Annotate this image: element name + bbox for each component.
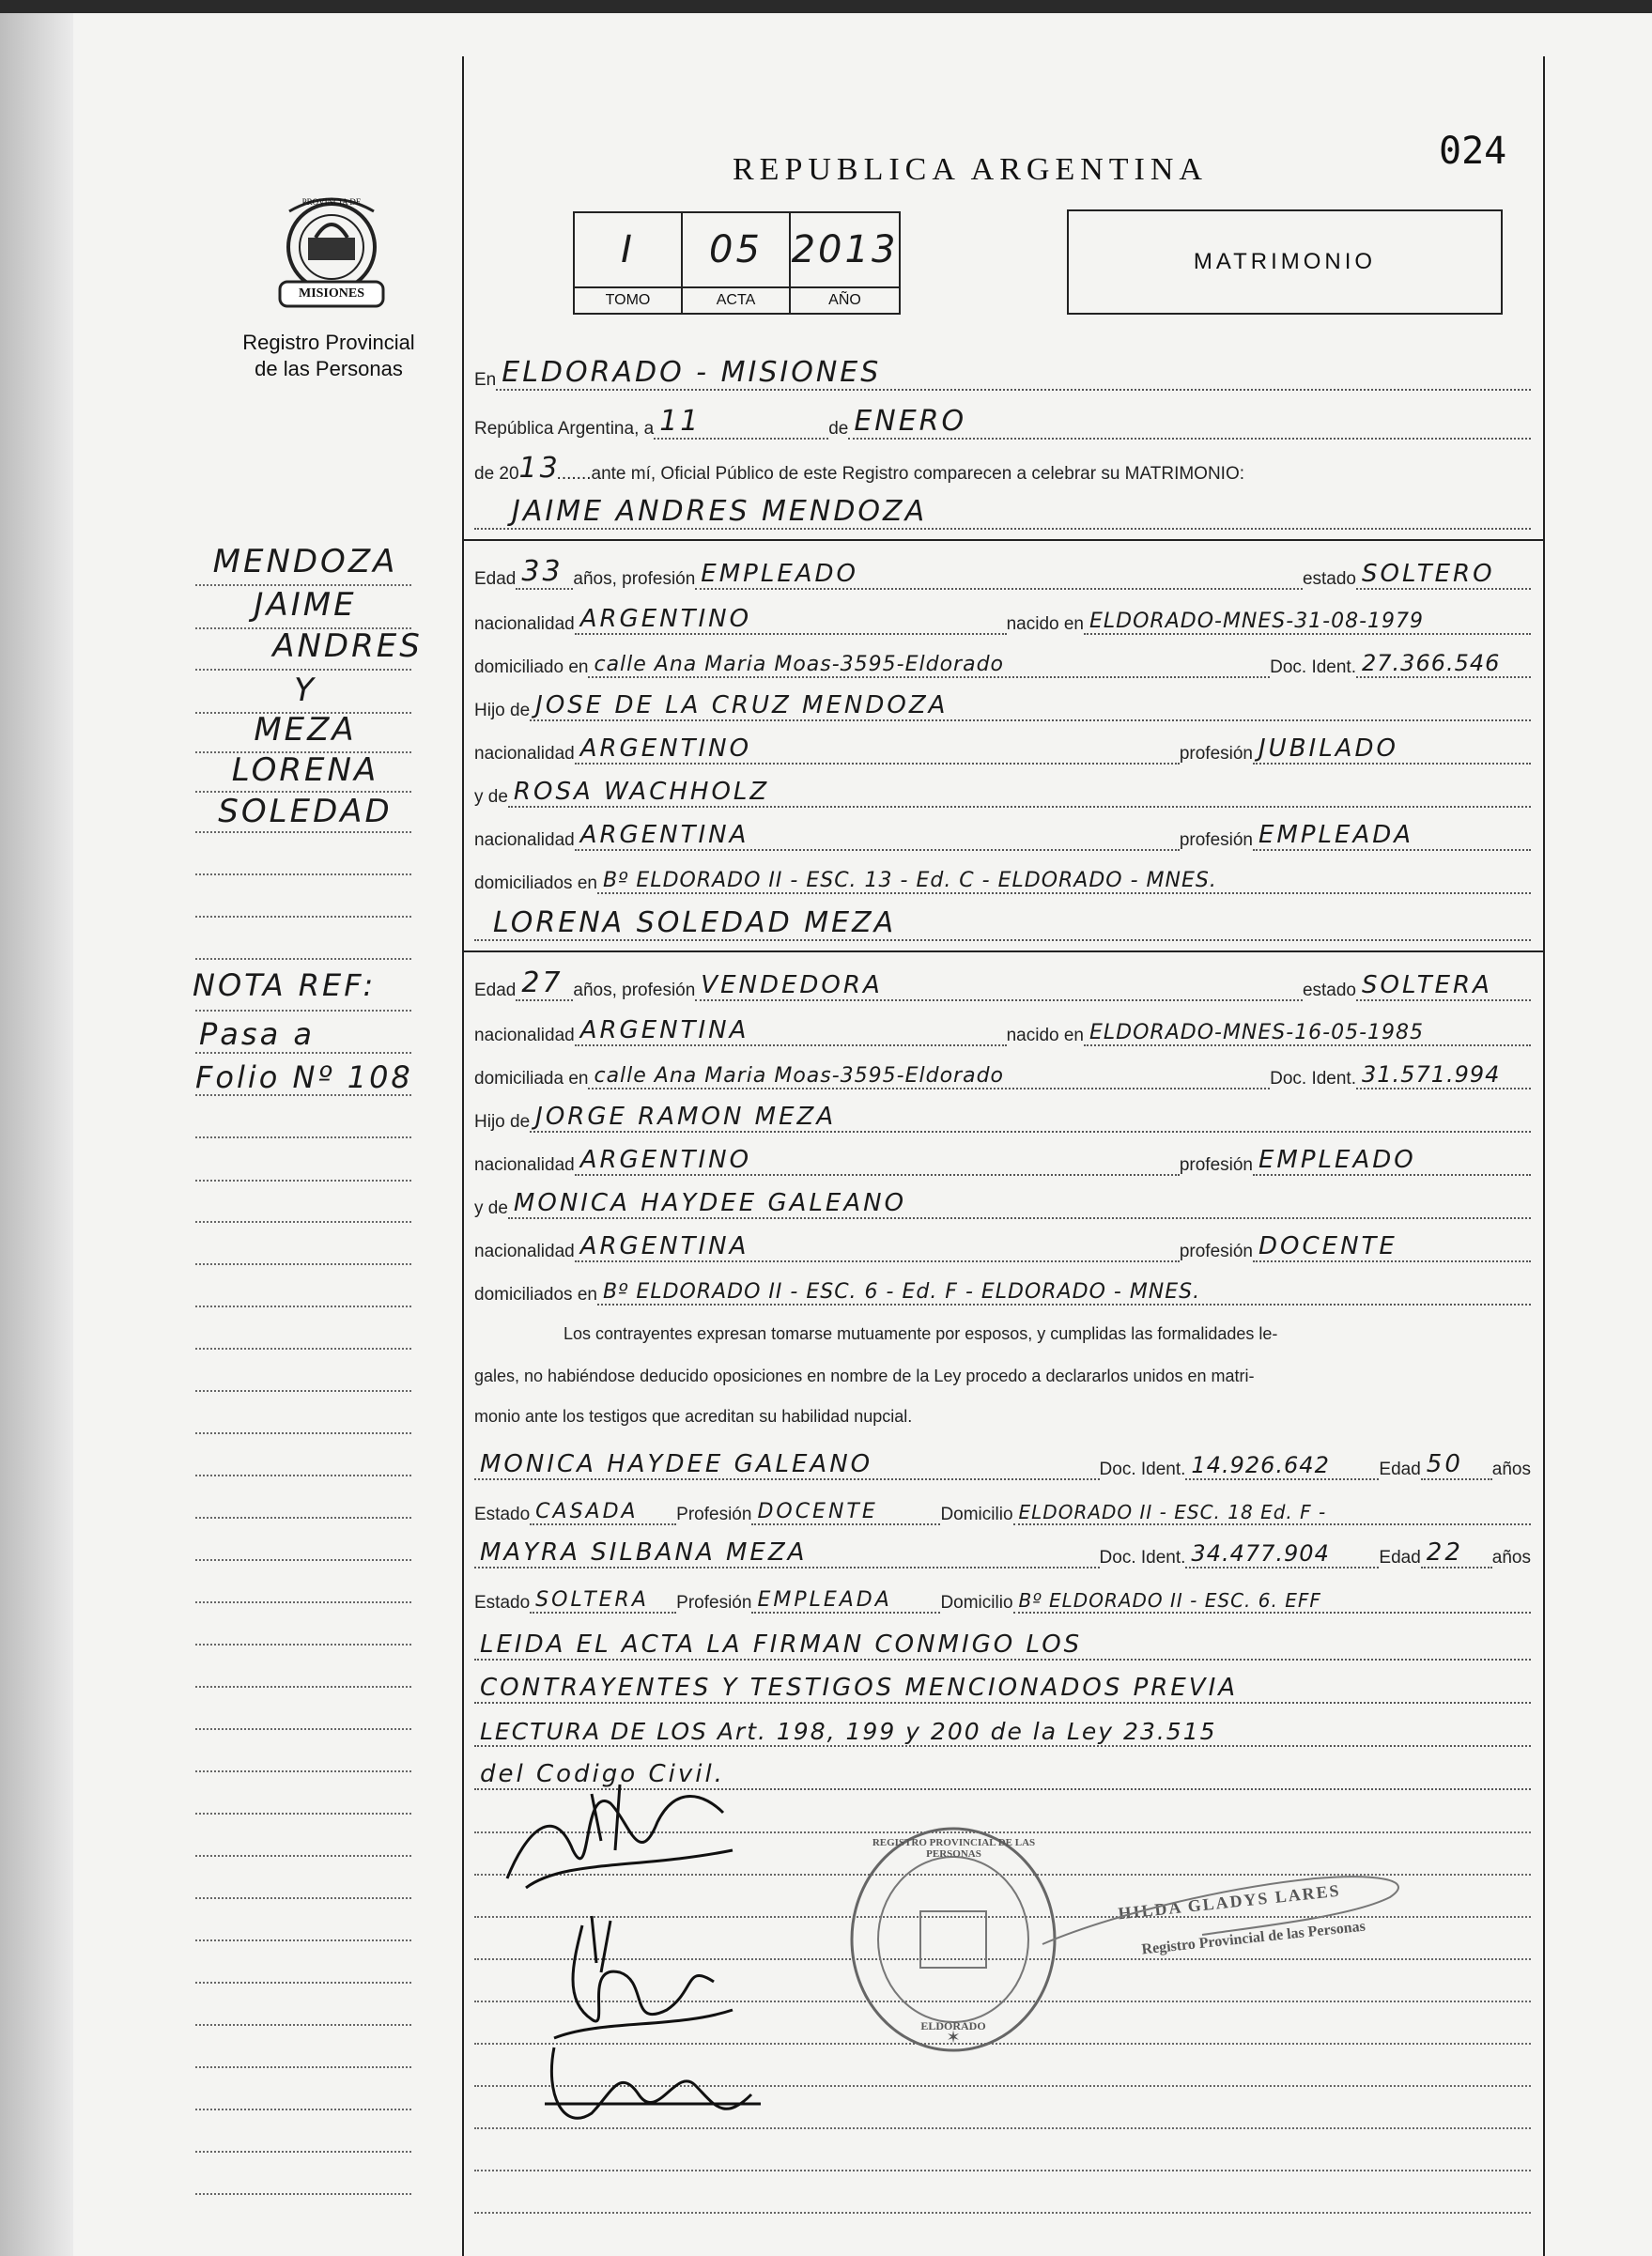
margin-name-2: ANDRES [272,627,423,665]
nacionalidad-label: nacionalidad [474,744,575,764]
groom-father: JOSE DE LA CRUZ MENDOZA [530,682,1531,721]
bride-birth: ELDORADO-MNES-16-05-1985 [1084,1007,1531,1046]
closing-row-0 [474,1617,1531,1661]
doc-ident-label: Doc. Ident. [1270,1069,1356,1089]
bride-parents-address-row [474,1262,1531,1306]
record-number-box [573,211,901,315]
profesion-label: Profesión [676,1593,752,1613]
profesion-label: profesión [1179,744,1253,764]
estado-label: estado [1302,981,1356,1000]
folio-number: 024 [1439,130,1507,173]
registry-line-1: Registro Provincial [242,331,415,354]
groom-profession: EMPLEADO [695,550,1303,590]
bride-mother-prof: DOCENTE [1253,1223,1531,1262]
bride-name-row [474,898,1531,941]
doc-ident-label: Doc. Ident. [1270,657,1356,677]
witness2-doc: 34.477.904 [1185,1529,1379,1568]
bride-parents-address: Bº ELDORADO II - ESC. 6 - Ed. F - ELDORADO - MNES. [597,1266,1531,1306]
groom-birth: ELDORADO-MNES-31-08-1979 [1084,595,1531,635]
nacionalidad-label: nacionalidad [474,1026,575,1045]
domiciliados-en-label: domiciliados en [474,873,597,893]
groom-mother-nat-row [474,808,1531,851]
closing-line-0: LEIDA EL ACTA LA FIRMAN CONMIGO LOS [474,1621,1531,1661]
nacionalidad-label: nacionalidad [474,614,575,634]
bride-father-row [474,1089,1531,1133]
groom-mother-nat: ARGENTINA [575,811,1180,851]
stamp-ring-text: REGISTRO PROVINCIAL DE LAS PERSONAS [872,1837,1036,1860]
anio-value: 2013 [791,228,899,271]
anos-profesion-label: años, profesión [573,569,696,589]
closing-line-1: CONTRAYENTES Y TESTIGOS MENCIONADOS PREVIA [474,1664,1531,1704]
doc-ident-label: Doc. Ident. [1099,1460,1186,1479]
margin-note-0: NOTA REF: [193,967,377,1003]
witness1-address: ELDORADO II - ESC. 18 Ed. F - [1013,1486,1531,1525]
closing-line-3: del Codigo Civil. [474,1751,1531,1790]
closing-row-1 [474,1661,1531,1704]
declaration-line-1: Los contrayentes expresan tomarse mutuamente por esposos, y cumplidas las formalidades le- [564,1324,1278,1343]
bride-age-row [474,958,1531,1001]
groom-address-row [474,635,1531,678]
year-suffix: 13 [518,452,561,485]
groom-address: calle Ana Maria Moas-3595-Eldorado [588,639,1270,678]
nacido-en-label: nacido en [1006,614,1084,634]
declaration-line-3: monio ante los testigos que acreditan su habilidad nupcial. [474,1407,913,1426]
witness2-name-row [474,1525,1531,1568]
stamp-registry: Registro Provincial de las Personas [1140,1918,1366,1958]
groom-age: 33 [516,550,573,590]
witness2-name: MAYRA SILBANA MEZA [474,1529,1100,1568]
groom-name: JAIME ANDRES MENDOZA [474,490,1531,530]
stamp-name: HILDA GLADYS LARES [1117,1880,1342,1924]
groom-parents-address: Bº ELDORADO II - ESC. 13 - Ed. C - ELDORADO - MNES. [597,855,1531,894]
groom-parents-address-row [474,851,1531,894]
tomo-value: I [575,213,683,286]
bride-divider [464,950,1543,952]
ante-text: .......ante mí, Oficial Público de este Registro comparecen a celebrar su MATRIMONIO: [556,464,1245,484]
anos-profesion-label: años, profesión [573,981,696,1000]
hijo-de-label: Hijo de [474,1112,531,1132]
witness1-status-row [474,1482,1531,1525]
left-page-edge [0,0,73,2256]
declaration-line-2: gales, no habiéndose deducido oposiciones en nombre de la Ley procedo a declararlos unidos en matri- [474,1367,1255,1385]
witness1-name: MONICA HAYDEE GALEANO [474,1441,1100,1480]
signature-groom [488,1766,751,1907]
seal-bottom-text: MISIONES [298,286,365,301]
estado-label: estado [1302,569,1356,589]
year-prefix: de 20 [474,464,519,484]
edad-label: Edad [474,981,517,1000]
groom-name-row [474,487,1531,530]
act-type-box [1067,209,1503,315]
groom-divider [464,539,1543,541]
top-dark-edge [0,0,1652,13]
bride-address-row [474,1046,1531,1089]
profesion-label: profesión [1179,1242,1253,1261]
domiciliada-en-label: domiciliada en [474,1069,589,1089]
closing-line-2: LECTURA DE LOS Art. 198, 199 y 200 de la Ley 23.515 [474,1707,1531,1747]
groom-father-prof: JUBILADO [1253,725,1531,765]
nacionalidad-label: nacionalidad [474,1242,575,1261]
anos-label: años [1491,1548,1531,1568]
groom-nat-row [474,592,1531,635]
margin-note-2: Folio Nº 108 [195,1059,413,1095]
margin-name-4: MEZA [254,711,357,749]
bride-father-nat: ARGENTINO [575,1136,1180,1176]
groom-father-row [474,678,1531,721]
bride-nationality: ARGENTINA [575,1007,1007,1046]
groom-father-nat-row [474,721,1531,765]
closing-row-2 [474,1704,1531,1747]
profesion-label: Profesión [676,1505,752,1524]
signature-witness [526,2029,770,2141]
margin-name-5: LORENA [231,751,379,789]
anio-label: AÑO [828,292,861,308]
domiciliado-en-label: domiciliado en [474,657,589,677]
witness2-status: SOLTERA [530,1574,676,1614]
nacionalidad-label: nacionalidad [474,1155,575,1175]
witness2-age: 22 [1421,1529,1492,1568]
estado-label: Estado [474,1505,531,1524]
profesion-label: profesión [1179,1155,1253,1175]
witness1-name-row [474,1437,1531,1480]
month-value: ENERO [848,400,1531,440]
acta-value: 05 [683,213,791,286]
margin-name-6: SOLEDAD [218,793,393,830]
de-label: de [828,419,849,439]
groom-doc: 27.366.546 [1356,639,1531,678]
hijo-de-label: Hijo de [474,701,531,720]
bride-mother-nat-row [474,1219,1531,1262]
bride-father: JORGE RAMON MEZA [530,1093,1531,1133]
groom-mother-prof: EMPLEADA [1253,811,1531,851]
bride-address: calle Ana Maria Moas-3595-Eldorado [588,1050,1270,1089]
stamp-signature [1033,1860,1428,1963]
bride-nat-row [474,1003,1531,1046]
stamp-ring-bottom: ELDORADO [920,2019,986,2032]
left-frame-line [462,56,464,2256]
groom-status: SOLTERO [1356,550,1531,590]
domicilio-label: Domicilio [940,1505,1013,1524]
margin-name-3: Y [294,672,317,709]
bride-status: SOLTERA [1356,962,1531,1001]
acta-label: ACTA [683,288,791,315]
groom-mother: ROSA WACHHOLZ [508,768,1531,808]
bride-profession: VENDEDORA [695,962,1303,1001]
day-value: 11 [654,400,828,440]
profesion-label: profesión [1179,830,1253,850]
bride-mother: MONICA HAYDEE GALEANO [508,1180,1531,1219]
right-frame-line [1543,56,1545,2256]
estado-label: Estado [474,1593,531,1613]
edad-label: Edad [1379,1460,1421,1479]
nacido-en-label: nacido en [1006,1026,1084,1045]
witness1-profession: DOCENTE [751,1486,940,1525]
bride-mother-nat: ARGENTINA [575,1223,1180,1262]
margin-name-0: MENDOZA [212,543,398,580]
anos-label: años [1491,1460,1531,1479]
country-title: REPUBLICA ARGENTINA [733,152,1208,187]
signature-bride [526,1907,751,2047]
witness1-status: CASADA [530,1486,676,1525]
doc-ident-label: Doc. Ident. [1099,1548,1186,1568]
witness1-doc: 14.926.642 [1185,1441,1379,1480]
witness2-address: Bº ELDORADO II - ESC. 6. EFF [1013,1574,1531,1614]
domiciliados-en-label: domiciliados en [474,1285,597,1305]
y-de-label: y de [474,1198,508,1218]
groom-nationality: ARGENTINO [575,595,1007,635]
domicilio-label: Domicilio [940,1593,1013,1613]
date-row [474,396,1531,440]
witness2-profession: EMPLEADA [751,1574,940,1614]
bride-age: 27 [516,962,573,1001]
groom-mother-row [474,765,1531,808]
bride-father-nat-row [474,1133,1531,1176]
witness1-age: 50 [1421,1441,1492,1480]
edad-label: Edad [1379,1548,1421,1568]
groom-father-nat: ARGENTINO [575,725,1180,765]
act-type: MATRIMONIO [1193,249,1377,274]
margin-note-1: Pasa a [199,1016,315,1052]
year-row [474,441,1531,485]
nacionalidad-label: nacionalidad [474,830,575,850]
rep-label: República Argentina, a [474,419,655,439]
seal-top-text: PROVINCIA DE [301,197,362,207]
bride-mother-row [474,1176,1531,1219]
tomo-label: TOMO [575,288,683,315]
y-de-label: y de [474,787,508,807]
place-value: ELDORADO - MISIONES [496,351,1531,391]
groom-age-row [474,547,1531,590]
bride-father-prof: EMPLEADO [1253,1136,1531,1176]
svg-text:✶: ✶ [946,2028,961,2047]
place-row [474,348,1531,391]
edad-label: Edad [474,569,517,589]
en-label: En [474,370,497,390]
bride-doc: 31.571.994 [1356,1050,1531,1089]
margin-name-1: JAIME [254,586,357,624]
registry-line-2: de las Personas [255,357,403,380]
bride-name: LORENA SOLEDAD MEZA [474,902,1531,941]
witness2-status-row [474,1570,1531,1614]
